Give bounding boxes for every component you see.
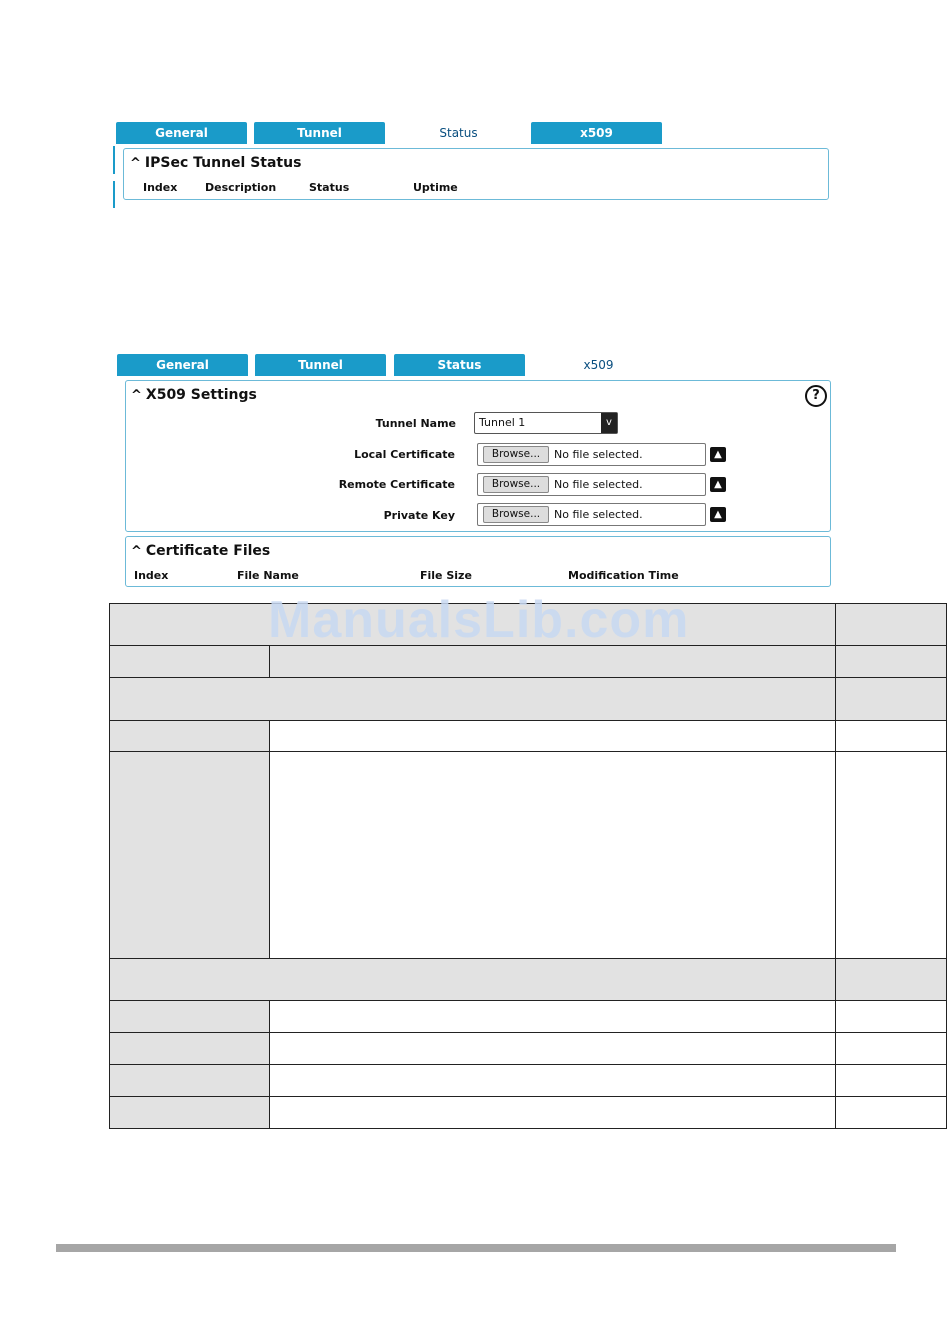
column-header-description: Description	[205, 181, 277, 194]
file-status: No file selected.	[554, 448, 643, 461]
tunnel-name-value: Tunnel 1	[479, 416, 526, 429]
panel-title[interactable]	[131, 543, 270, 559]
watermark: ManualsLib.com	[268, 591, 690, 649]
upload-icon[interactable]: ▲	[710, 507, 726, 522]
remote-certificate-file-input[interactable]	[477, 473, 706, 496]
column-header-file-name: File Name	[237, 569, 299, 582]
table-section-cell	[109, 677, 836, 721]
table-row	[109, 1096, 270, 1129]
tab-general[interactable]: General	[116, 122, 247, 144]
table-row	[835, 1032, 947, 1065]
chevron-up-icon: ^	[131, 388, 142, 403]
column-header-status: Status	[309, 181, 350, 194]
table-row	[835, 720, 947, 752]
table-section-cell	[109, 958, 836, 1001]
column-header-file-size: File Size	[420, 569, 472, 582]
table-row	[269, 751, 836, 959]
table-row	[269, 1032, 836, 1065]
file-status: No file selected.	[554, 508, 643, 521]
table-row	[269, 1096, 836, 1129]
column-header-modification-time: Modification Time	[568, 569, 679, 582]
table-row	[269, 720, 836, 752]
table-section-cell	[835, 677, 947, 721]
table-row	[109, 1064, 270, 1097]
column-header-index: Index	[134, 569, 169, 582]
table-row	[109, 1000, 270, 1033]
table-row	[109, 720, 270, 752]
table-row	[269, 1000, 836, 1033]
table-row	[835, 751, 947, 959]
tab-x509[interactable]: x509	[583, 358, 614, 372]
browse-button[interactable]: Browse...	[483, 446, 549, 463]
browse-button[interactable]: Browse...	[483, 506, 549, 523]
tab-general[interactable]: General	[117, 354, 248, 376]
panel-title[interactable]	[130, 155, 301, 171]
table-cell	[835, 645, 947, 678]
panel-title-text: Certificate Files	[145, 543, 271, 559]
footer-divider	[56, 1244, 896, 1252]
panel-title-text: IPSec Tunnel Status	[144, 155, 302, 171]
tab-tunnel[interactable]: Tunnel	[255, 354, 386, 376]
file-status: No file selected.	[554, 478, 643, 491]
column-header-uptime: Uptime	[413, 181, 458, 194]
table-row	[835, 1064, 947, 1097]
private-key-file-input[interactable]	[477, 503, 706, 526]
tunnel-name-select[interactable]	[474, 412, 618, 434]
table-row	[109, 751, 270, 959]
table-row	[269, 1064, 836, 1097]
chevron-up-icon: ^	[130, 156, 141, 171]
remote-certificate-label: Remote Certificate	[338, 478, 455, 491]
chevron-down-icon[interactable]: v	[601, 413, 617, 433]
column-header-index: Index	[143, 181, 178, 194]
table-row	[835, 1096, 947, 1129]
tab-x509[interactable]: x509	[531, 122, 662, 144]
panel-title[interactable]	[131, 387, 257, 403]
table-section-cell	[835, 958, 947, 1001]
tab-status[interactable]: Status	[394, 354, 525, 376]
upload-icon[interactable]: ▲	[710, 447, 726, 462]
upload-icon[interactable]: ▲	[710, 477, 726, 492]
sidebar-marker	[113, 146, 115, 174]
chevron-up-icon: ^	[131, 544, 142, 559]
tunnel-name-label: Tunnel Name	[375, 417, 456, 430]
tab-status[interactable]: Status	[439, 126, 478, 140]
browse-button[interactable]: Browse...	[483, 476, 549, 493]
table-cell	[109, 645, 270, 678]
tab-tunnel[interactable]: Tunnel	[254, 122, 385, 144]
private-key-label: Private Key	[383, 509, 455, 522]
local-certificate-label: Local Certificate	[354, 448, 455, 461]
table-header-cell	[835, 603, 947, 646]
table-row	[835, 1000, 947, 1033]
table-row	[109, 1032, 270, 1065]
panel-title-text: X509 Settings	[145, 387, 257, 403]
sidebar-marker	[113, 181, 115, 208]
help-icon[interactable]: ?	[805, 385, 827, 407]
local-certificate-file-input[interactable]	[477, 443, 706, 466]
